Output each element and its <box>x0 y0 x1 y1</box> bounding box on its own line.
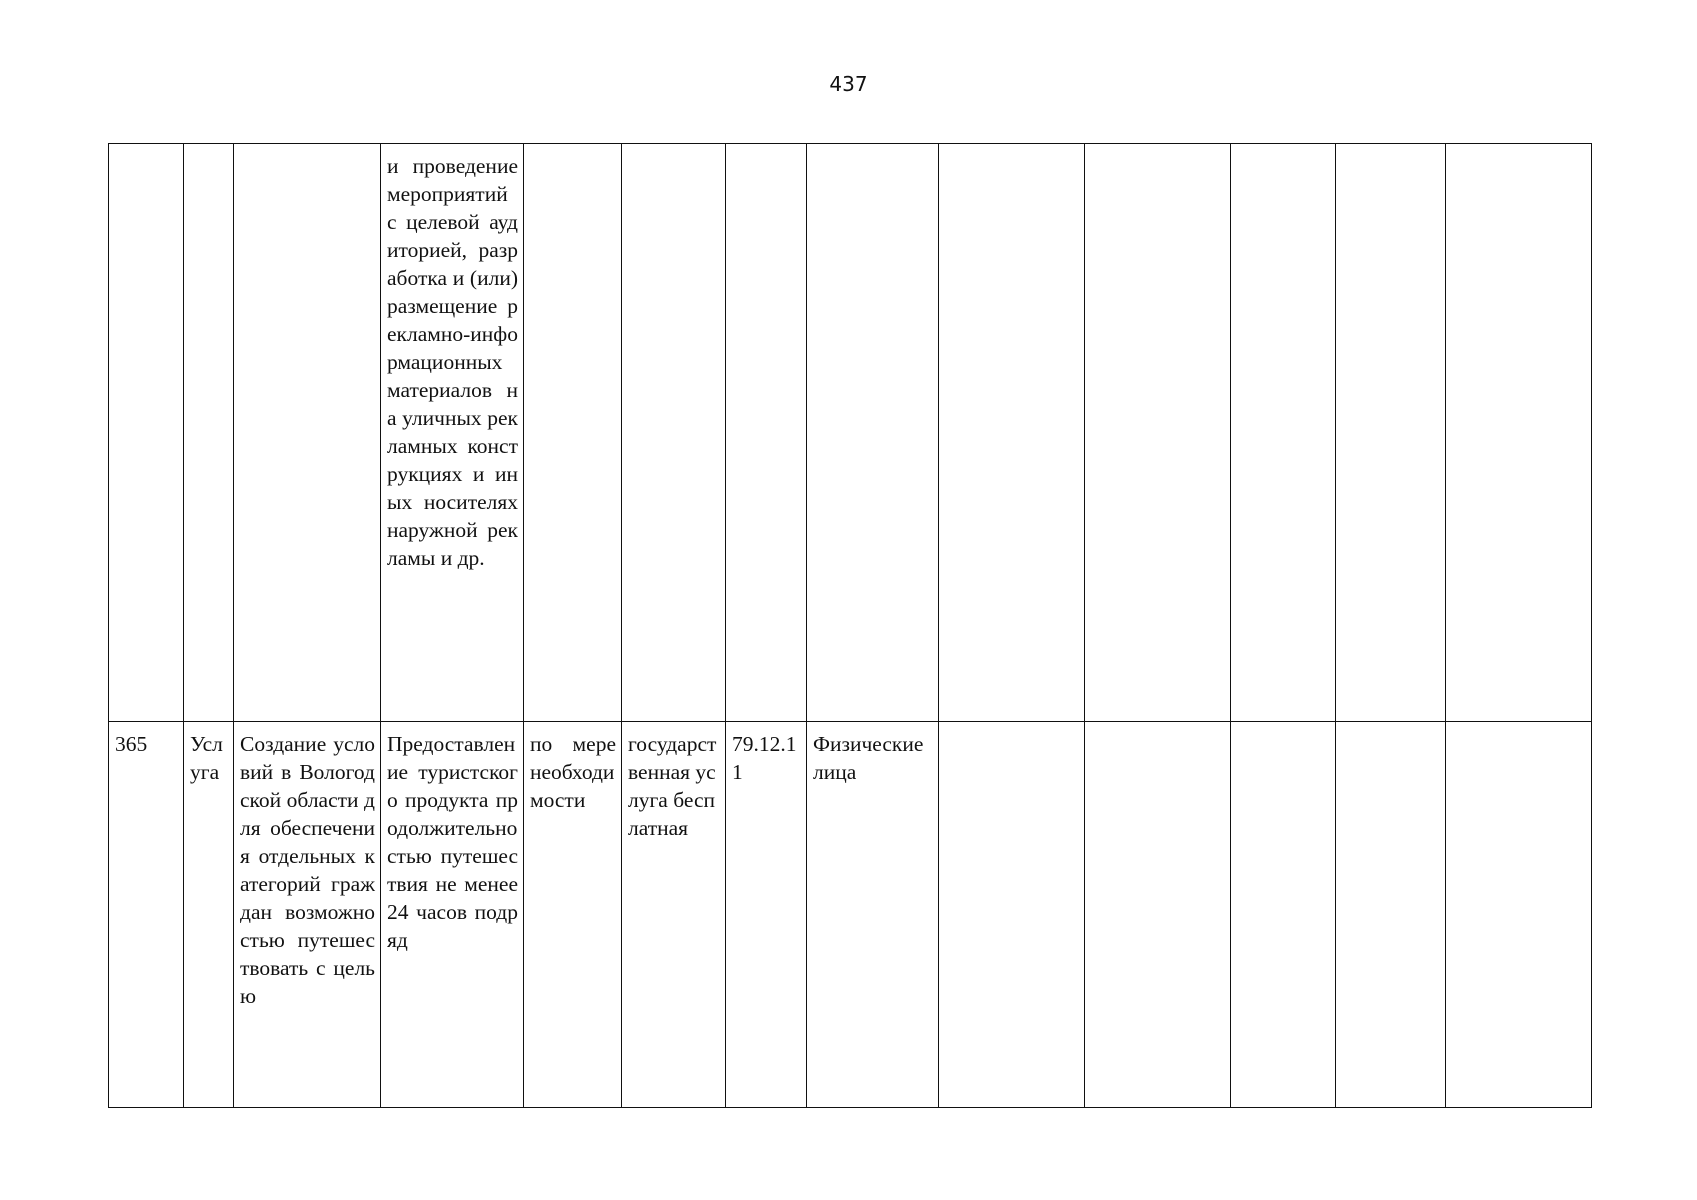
cell-empty <box>1336 722 1446 1108</box>
cell-empty <box>939 144 1085 722</box>
cell-okpd-code: 79.12.11 <box>726 722 807 1108</box>
cell-service-kind <box>622 144 726 722</box>
cell-frequency <box>524 144 622 722</box>
cell-recipients: Физические лица <box>807 722 939 1108</box>
cell-frequency: по мере необходимости <box>524 722 622 1108</box>
cell-type: Услуга <box>184 722 234 1108</box>
cell-recipients <box>807 144 939 722</box>
cell-empty <box>1446 722 1592 1108</box>
cell-empty <box>1085 722 1231 1108</box>
cell-empty <box>1231 144 1336 722</box>
cell-type <box>184 144 234 722</box>
cell-okpd-code <box>726 144 807 722</box>
cell-service-kind: государственная услуга бесплатная <box>622 722 726 1108</box>
cell-empty <box>939 722 1085 1108</box>
cell-number: 365 <box>109 722 184 1108</box>
cell-service-name <box>234 144 381 722</box>
cell-empty <box>1336 144 1446 722</box>
cell-service-content: Предоставление туристского продукта продолжительностью путешествия не менее 24 часов подряд <box>381 722 524 1108</box>
cell-empty <box>1231 722 1336 1108</box>
cell-number <box>109 144 184 722</box>
cell-service-name: Создание условий в Вологодской области для обеспечения отдельных категорий граждан возможностью путешествовать с целью <box>234 722 381 1108</box>
cell-empty <box>1085 144 1231 722</box>
table-row <box>109 144 1592 722</box>
cell-empty <box>1446 144 1592 722</box>
page-number: 437 <box>829 72 868 96</box>
cell-service-content: и проведение мероприятий с целевой аудиторией, разработка и (или) размещение рекламно-информационных материалов на уличных рекламных конструкциях и иных носителях наружной рекламы и др. <box>381 144 524 722</box>
table-row <box>109 722 1592 1108</box>
registry-table <box>108 143 1592 1108</box>
